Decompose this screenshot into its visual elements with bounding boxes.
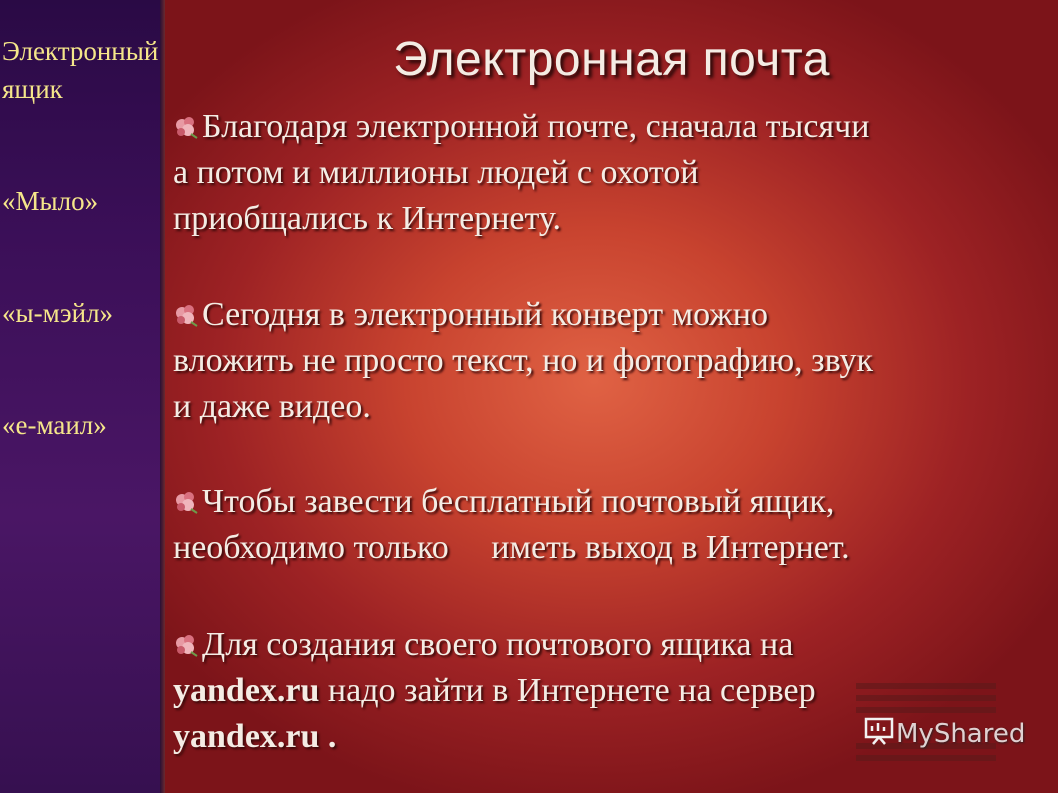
- paragraph-line: необходимо только иметь выход в Интернет.: [173, 529, 850, 566]
- sidebar-item-mylo: [2, 182, 98, 220]
- paragraph-3: [173, 479, 1043, 571]
- paragraph-1: [173, 104, 1043, 242]
- presentation-board-icon: [864, 717, 894, 745]
- paragraph-line: Для создания своего почтового ящика на: [202, 626, 794, 663]
- paragraph-line: и даже видео.: [173, 388, 371, 425]
- flower-bullet-icon: [173, 489, 199, 515]
- sidebar-item-mailbox: [2, 32, 158, 108]
- sidebar-item-e-mail: [2, 406, 107, 444]
- flower-bullet-icon: [173, 632, 199, 658]
- sidebar-item-y-meil: [2, 294, 113, 332]
- paragraph-line: Сегодня в электронный конверт можно: [202, 296, 768, 333]
- sidebar-item-label: ящик: [2, 74, 63, 104]
- sidebar-item-label: «е-маил»: [2, 410, 107, 440]
- paragraph-2: [173, 292, 1043, 430]
- sidebar-item-label: «ы-мэйл»: [2, 298, 114, 328]
- watermark-text: MyShared: [896, 719, 1026, 749]
- paragraph-line: Чтобы завести бесплатный почтовый ящик,: [202, 483, 835, 520]
- sidebar: [0, 0, 160, 793]
- myshared-watermark: [856, 683, 1036, 773]
- paragraph-line: приобщались к Интернету.: [173, 200, 562, 237]
- paragraph-end: .: [319, 718, 337, 755]
- paragraph-line: а потом и миллионы людей с охотой: [173, 154, 699, 191]
- yandex-link-text: yandex.ru: [173, 672, 320, 709]
- sidebar-item-label: «Мыло»: [2, 186, 99, 216]
- paragraph-line: надо зайти в Интернете на сервер: [319, 672, 816, 709]
- paragraph-line: Благодаря электронной почте, сначала тысячи: [202, 108, 870, 145]
- paragraph-line: вложить не просто текст, но и фотографию, звук: [173, 342, 874, 379]
- flower-bullet-icon: [173, 302, 199, 328]
- sidebar-item-label: Электронный: [2, 36, 159, 66]
- flower-bullet-icon: [173, 114, 199, 140]
- slide-body: [165, 0, 1058, 793]
- yandex-link-text: yandex.ru: [173, 718, 320, 755]
- slide-title: Электронная почта: [393, 33, 830, 86]
